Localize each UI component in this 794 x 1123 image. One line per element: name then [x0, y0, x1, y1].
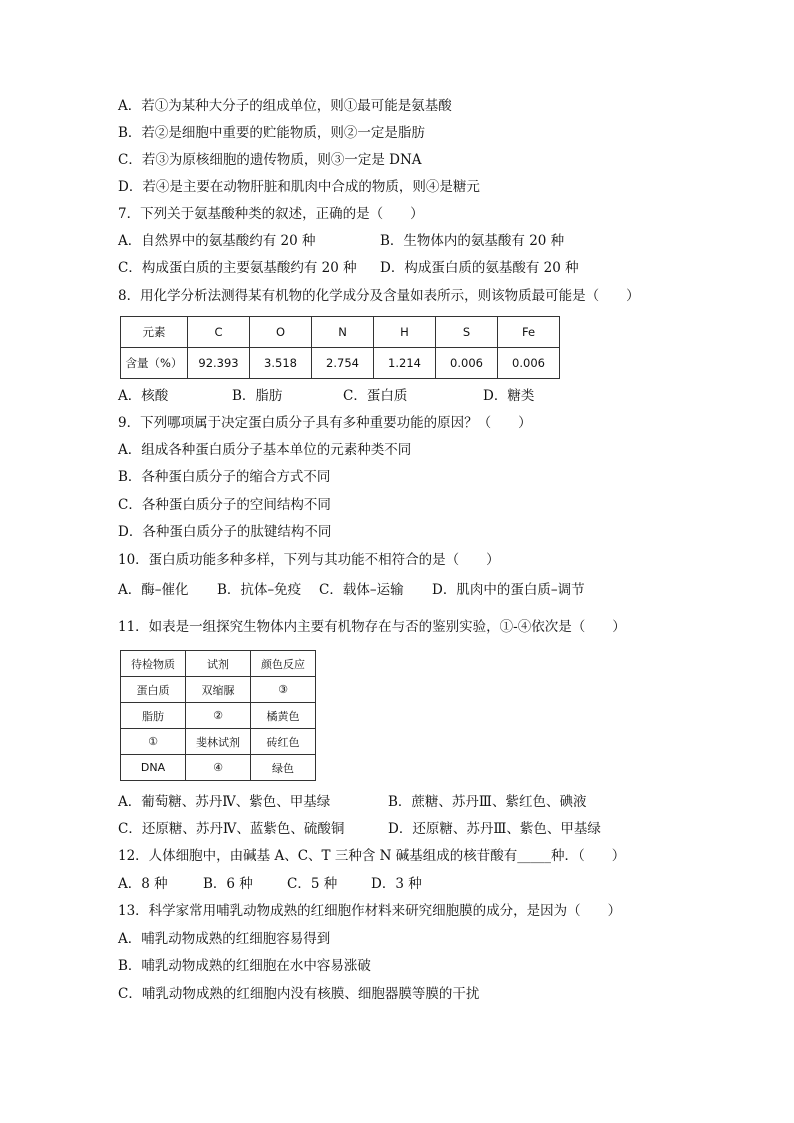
q8-option-b: B．脂肪: [232, 388, 283, 404]
table-cell: 斐林试剂: [186, 729, 251, 755]
table-cell: 2.754: [312, 348, 374, 379]
q11-option-a: A．葡萄糖、苏丹Ⅳ、紫色、甲基绿: [118, 794, 331, 810]
q9-option-c: C．各种蛋白质分子的空间结构不同: [118, 497, 331, 513]
table-cell: 3.518: [250, 348, 312, 379]
q9-option-d: D．各种蛋白质分子的肽键结构不同: [118, 524, 332, 540]
q6-option-b: B．若②是细胞中重要的贮能物质，则②一定是脂肪: [118, 125, 425, 141]
table-cell: H: [374, 317, 436, 348]
table-header-row: [121, 651, 316, 677]
q10-option-a: A．酶–催化: [118, 582, 189, 598]
q10-stem: 10．蛋白质功能多种多样，下列与其功能不相符合的是（ ）: [118, 552, 500, 568]
table-row: [121, 677, 316, 703]
q11-option-c: C．还原糖、苏丹Ⅳ、蓝紫色、硫酸铜: [118, 821, 345, 837]
q13-option-b: B．哺乳动物成熟的红细胞在水中容易涨破: [118, 958, 371, 974]
q11-option-b: B．蔗糖、苏丹Ⅲ、紫红色、碘液: [388, 794, 587, 810]
q7-stem: 7．下列关于氨基酸种类的叙述，正确的是（ ）: [118, 206, 424, 222]
table-cell: 橘黄色: [251, 703, 316, 729]
table-cell: 待检物质: [121, 651, 186, 677]
table-cell: N: [312, 317, 374, 348]
q11-option-d: D．还原糖、苏丹Ⅲ、紫色、甲基绿: [388, 821, 601, 837]
q6-option-a: A．若①为某种大分子的组成单位，则①最可能是氨基酸: [118, 98, 452, 114]
table-cell: 脂肪: [121, 703, 186, 729]
q11-stem: 11．如表是一组探究生物体内主要有机物存在与否的鉴别实验，①-④依次是（ ）: [118, 619, 626, 635]
table-cell: 含量（%）: [121, 348, 188, 379]
q10-option-b: B．抗体–免疫: [217, 582, 302, 598]
table-cell: O: [250, 317, 312, 348]
table-row: [121, 729, 316, 755]
table-cell: 绿色: [251, 755, 316, 781]
q12-option-c: C．5 种: [287, 876, 338, 892]
table-row: [121, 348, 560, 379]
q7-option-b: B．生物体内的氨基酸有 20 种: [380, 233, 565, 249]
table-cell: 0.006: [436, 348, 498, 379]
q7-option-c: C．构成蛋白质的主要氨基酸约有 20 种: [118, 260, 357, 276]
q12-option-b: B．6 种: [203, 876, 253, 892]
table-cell: 92.393: [188, 348, 250, 379]
table-cell: DNA: [121, 755, 186, 781]
table-cell: ①: [121, 729, 186, 755]
reagent-test-table: [120, 650, 316, 781]
table-cell: 0.006: [498, 348, 560, 379]
table-cell: 颜色反应: [251, 651, 316, 677]
table-cell: Fe: [498, 317, 560, 348]
q13-option-c: C．哺乳动物成熟的红细胞内没有核膜、细胞器膜等膜的干扰: [118, 986, 480, 1002]
table-cell: ③: [251, 677, 316, 703]
q9-option-b: B．各种蛋白质分子的缩合方式不同: [118, 469, 331, 485]
table-row: [121, 755, 316, 781]
table-row: [121, 703, 316, 729]
table-cell: ②: [186, 703, 251, 729]
q8-option-d: D．糖类: [483, 388, 535, 404]
table-cell: 1.214: [374, 348, 436, 379]
table-cell: 双缩脲: [186, 677, 251, 703]
q13-option-a: A．哺乳动物成熟的红细胞容易得到: [118, 931, 331, 947]
table-cell: 砖红色: [251, 729, 316, 755]
q8-option-a: A．核酸: [118, 388, 169, 404]
q8-option-c: C．蛋白质: [343, 388, 408, 404]
element-content-table: [120, 316, 560, 379]
q6-option-c: C．若③为原核细胞的遗传物质，则③一定是 DNA: [118, 152, 422, 168]
table-cell: 元素: [121, 317, 188, 348]
q12-option-a: A．8 种: [118, 876, 168, 892]
q10-option-c: C．载体–运输: [319, 582, 404, 598]
table-cell: C: [188, 317, 250, 348]
table-cell: 试剂: [186, 651, 251, 677]
table-cell: ④: [186, 755, 251, 781]
table-cell: 蛋白质: [121, 677, 186, 703]
table-header-row: [121, 317, 560, 348]
q12-option-d: D．3 种: [371, 876, 422, 892]
q8-stem: 8．用化学分析法测得某有机物的化学成分及含量如表所示，则该物质最可能是（ ）: [118, 288, 640, 304]
q9-option-a: A．组成各种蛋白质分子基本单位的元素种类不同: [118, 442, 412, 458]
q7-option-a: A．自然界中的氨基酸约有 20 种: [118, 233, 316, 249]
q12-stem: 12．人体细胞中，由碱基 A、C、T 三种含 N 碱基组成的核苷酸有_____种．（ ）: [118, 848, 626, 864]
q13-stem: 13．科学家常用哺乳动物成熟的红细胞作材料来研究细胞膜的成分，是因为（ ）: [118, 903, 622, 919]
q9-stem: 9．下列哪项属于决定蛋白质分子具有多种重要功能的原因？（ ）: [118, 415, 532, 431]
q7-option-d: D．构成蛋白质的氨基酸有 20 种: [380, 260, 579, 276]
table-cell: S: [436, 317, 498, 348]
q6-option-d: D．若④是主要在动物肝脏和肌肉中合成的物质，则④是糖元: [118, 179, 480, 195]
q10-option-d: D．肌肉中的蛋白质–调节: [432, 582, 585, 598]
